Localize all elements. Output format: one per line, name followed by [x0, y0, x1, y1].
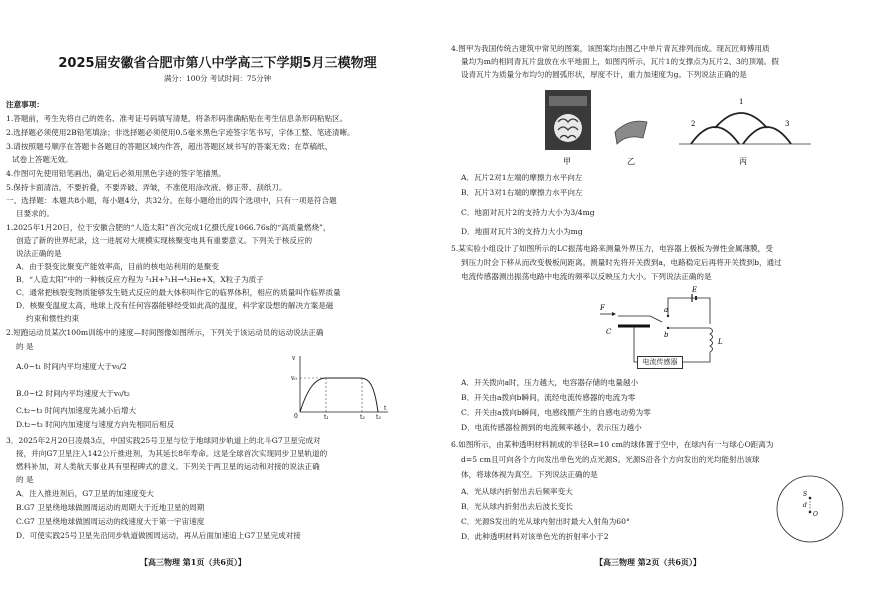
- note-3-cont: 试卷上答题无效。: [12, 155, 73, 164]
- graph-v-label: v: [292, 355, 296, 362]
- tile-label-1: 1: [739, 98, 744, 106]
- q3-stem-4: 的 是: [16, 475, 34, 484]
- label-F: F: [600, 304, 605, 312]
- tile-1: [715, 113, 767, 128]
- q6-stem-3: 体，将球体视为真空。下列说法正确的是: [461, 470, 598, 479]
- label-a: a: [664, 306, 669, 314]
- label-E: E: [692, 286, 698, 294]
- tile-2: [691, 127, 739, 144]
- q4-stem-3: 设青瓦片为质量分布均匀的圆弧形状，厚度不计，重力加速度为g。下列说法正确的是: [461, 70, 747, 79]
- sphere-outline: [777, 476, 843, 542]
- q4-stem-2: 量均为m的相同青瓦片盘放在水平地面上，如图丙所示，瓦片1的支撑点为瓦片2、3的顶端。假: [461, 57, 779, 66]
- section-one-line1: 一、选择题：本题共8小题，每小题4分，共32分。在每小题给出的四个选项中，只有一项是符合题: [6, 196, 337, 205]
- q5-option-c: C．开关由a拨向b瞬间，电感线圈产生的自感电动势为零: [461, 408, 651, 417]
- q2-option-a: A.0~t₁ 时间内平均速度大于v₀/2: [16, 362, 127, 371]
- q1-option-d-cont: 约束和惯性约束: [26, 314, 80, 323]
- q4-option-b: B．瓦片3对1右端的摩擦力水平向左: [461, 188, 583, 197]
- single-tile: [615, 121, 647, 144]
- label-b: b: [664, 331, 669, 339]
- q1-stem-2: 创造了新的世界纪录，这一进展对大规模实现核聚变电具有重要意义。下列关于核反应的: [16, 236, 313, 245]
- page-2: [435, 0, 870, 603]
- current-sensor-box: 电流传感器: [637, 356, 683, 369]
- q1-option-b: B．“人造太阳”中的一种核反应方程为 ²₁H+³₁H→⁴₂He+X，X粒子为质子: [16, 275, 264, 284]
- fig-label-jia: 甲: [563, 157, 571, 166]
- q1-option-d: D．核聚变温度太高，地球上没有任何容器能够经受如此高的温度，科学家设想的解决方案是磁: [16, 301, 334, 310]
- graph-v0-label: v₀: [291, 375, 297, 382]
- note-4: 4.作图可先使用铅笔画出，确定后必须用黑色字迹的签字笔描黑。: [6, 169, 226, 178]
- exam-subtitle: 满分：100分 考试时间：75分钟: [163, 74, 272, 83]
- pattern-roof-band: [549, 96, 587, 106]
- q2-option-c: C.t₂~t₃ 时间内加速度先减小后增大: [16, 406, 137, 415]
- q6-option-a: A．光从球内折射出去后频率变大: [461, 487, 573, 496]
- q6-stem-2: d=5 cm且可向各个方向发出单色光的点光源S。光源S沿各个方向发出的光均能射出该球: [461, 455, 760, 464]
- force-arrowhead: [612, 312, 616, 316]
- graph-t1-label: t₁: [324, 414, 329, 421]
- tile-3: [743, 127, 791, 144]
- page-2-footer: 【高三物理 第2页（共6页）】: [595, 557, 701, 567]
- q6-option-c: C．光源S发出的光从球内射出时最大入射角为60°: [461, 517, 630, 526]
- graph-t3-label: t₃: [376, 414, 381, 421]
- q4-option-d: D．地面对瓦片3的支持力大小为mg: [461, 227, 583, 236]
- q2-option-d: D.t₂~t₃ 时间内加速度与速度方向先相同后相反: [16, 420, 175, 429]
- q3-stem-1: 3．2025年2月20日凌晨3点，中国实践25号卫星与位于地球同步轨道上的北斗G7卫星完成对: [6, 436, 321, 445]
- q5-stem-1: 5.某实验小组设计了如图所示的LC振荡电路来测量外界压力，电容器上极板为弹性金属薄膜，受: [451, 244, 773, 253]
- q2-stem-1: 2.短跑运动员某次100m训练中的速度—时间图像如图所示，下列关于该运动员的运动说法正确: [6, 328, 324, 337]
- section-one-line2: 目要求的。: [16, 209, 54, 218]
- q4-stem-1: 4.图甲为我国传统古建筑中常见的图案，该图案均由图乙中单片青瓦排列而成。现瓦匠师傅用质: [451, 44, 770, 53]
- tile-label-2: 2: [691, 120, 696, 128]
- note-5: 5.保持卡面清洁，不要折叠，不要弄破、弄皱，不准使用涂改液、修正带、刮纸刀。: [6, 183, 287, 192]
- q6-stem-1: 6.如图所示，由某种透明材料制成的半径R=10 cm的球体置于空中，在球内有一与球心O距离为: [451, 440, 774, 449]
- q1-stem-1: 1.2025年1月20日，位于安徽合肥的“人造太阳”首次完成1亿摄氏度1066.76s的“高质量燃烧”，: [6, 223, 331, 232]
- note-3: 3.请按照题号顺序在答题卡各题目的答题区域内作答，超出答题区域书写的答案无效；在草稿纸、: [6, 142, 333, 151]
- fig-label-yi: 乙: [627, 157, 635, 166]
- q3-stem-2: 接，并向G7卫星注入142公斤推进剂，为其延长8年寿命。这是全球首次实现同步卫星轨道的: [16, 449, 328, 458]
- label-L: L: [718, 338, 723, 346]
- q5-stem-3: 电流传感器测出振荡电路中电流的频率以反映压力大小。下列说法正确的是: [461, 272, 712, 281]
- q2-option-b: B.0~t2 时间内平均速度大于v₀/t₂: [16, 389, 130, 398]
- q6-option-b: B．光从球内折射出去后波长变长: [461, 502, 573, 511]
- q6-sphere-figure: [775, 474, 845, 544]
- q5-option-b: B．开关由a拨向b瞬间，流经电流传感器的电流为零: [461, 393, 636, 402]
- graph-t-label: t: [384, 405, 387, 412]
- q2-vt-graph: [290, 352, 390, 421]
- fig-label-bing: 丙: [739, 157, 747, 166]
- tile-label-3: 3: [785, 120, 790, 128]
- battery-wire: [668, 298, 710, 324]
- switch-arm: [650, 316, 662, 322]
- notes-heading: 注意事项：: [6, 100, 44, 109]
- label-C: C: [606, 328, 612, 336]
- label-d: d: [803, 502, 807, 509]
- q4-option-c: C．地面对瓦片2的支持力大小为3/4mg: [461, 208, 595, 217]
- q4-option-a: A．瓦片2对1左端的摩擦力水平向左: [461, 173, 583, 182]
- q3-option-d: D．可使实践25号卫星先沿同步轨道做圆周运动，再从后面加速追上G7卫星完成对接: [16, 531, 301, 540]
- note-1: 1.答题前，考生先将自己的姓名、准考证号码填写清楚，将条形码准确粘贴在考生信息条形码粘贴区。: [6, 114, 348, 123]
- q3-stem-3: 燃料补加，对人类航天事业具有里程碑式的意义。下列关于两卫星的运动和对接的说法正确: [16, 462, 320, 471]
- q3-option-a: A．注入推进剂后，G7卫星的加速度变大: [16, 489, 154, 498]
- q3-option-b: B.G7 卫星绕地球做圆周运动的周期大于近地卫星的周期: [16, 503, 205, 512]
- q1-stem-3: 说法正确的是: [16, 249, 62, 258]
- label-S: S: [803, 491, 808, 498]
- q1-option-c: C．通常把核裂变物质能够发生链式反应的最大体积叫作它的临界体积，相应的质量叫作临界质量: [16, 288, 341, 297]
- page-1-footer: 【高三物理 第1页（共6页）】: [140, 557, 246, 567]
- graph-t2-label: t₂: [360, 414, 365, 421]
- label-O: O: [813, 511, 818, 518]
- graph-origin-label: 0: [294, 413, 298, 420]
- q4-figures: [545, 88, 815, 168]
- exam-title: 2025届安徽省合肥市第八中学高三下学期5月三模物理: [58, 56, 377, 71]
- q1-option-a: A．由于裂变比聚变产能效率高，目前的核电站利用的是聚变: [16, 262, 219, 271]
- inductor-coil: [710, 328, 713, 352]
- q3-option-c: C.G7 卫星绕地球做圆周运动的线速度大于第一宇宙速度: [16, 517, 205, 526]
- q2-stem-2: 的 是: [16, 342, 34, 351]
- q6-option-d: D．此种透明材料对该单色光的折射率小于2: [461, 532, 609, 541]
- velocity-curve: [300, 378, 378, 412]
- q5-stem-2: 到压力时会下移从而改变极板间距离。测量时先将开关拨到a，电路稳定后再将开关拨到b，通过: [461, 258, 782, 267]
- q5-option-a: A．开关拨向a时，压力越大，电容器存储的电量越小: [461, 378, 639, 387]
- note-2: 2.选择题必须使用2B铅笔填涂；非选择题必须使用0.5毫米黑色字迹签字笔书写，字体工整、笔迹清晰。: [6, 128, 355, 137]
- q5-option-d: D．电流传感器检测到的电流频率越小，表示压力越小: [461, 423, 642, 432]
